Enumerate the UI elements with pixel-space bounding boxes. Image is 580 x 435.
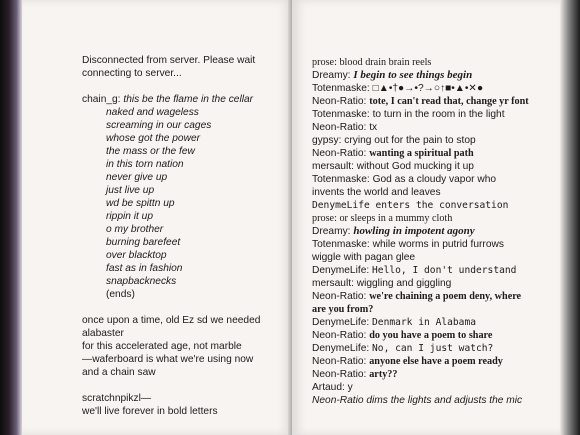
chat-line: DenymeLife: No, can I just watch? bbox=[312, 343, 494, 354]
chat-line: Neon-Ratio: tote, I can't read that, change yr font bbox=[312, 96, 529, 107]
chat-line: Neon-Ratio: tx bbox=[312, 122, 378, 133]
chain-line: fast as in fashion bbox=[106, 263, 183, 274]
chat-line: Totenmaske: □▲•†●→•?→○↑■•▲•✕● bbox=[312, 83, 484, 94]
chain-line: wd be spittn up bbox=[106, 198, 175, 209]
chain-line: snapbacknecks bbox=[106, 276, 177, 287]
chat-line: Neon-Ratio: anyone else have a poem ready bbox=[312, 356, 503, 367]
chain-line: o my brother bbox=[106, 224, 164, 235]
chat-line: DenymeLife: Denmark in Alabama bbox=[312, 317, 476, 328]
chat-line: Neon-Ratio: wanting a spiritual path bbox=[312, 148, 474, 159]
chat-line: Dreamy: howling in impotent agony bbox=[312, 225, 475, 237]
chain-head: chain_g: this be the flame in the cellar bbox=[82, 94, 254, 105]
scratch-line: we'll live forever in bold letters bbox=[82, 406, 218, 417]
chat-line: Artaud: y bbox=[312, 382, 353, 393]
chain-line: never give up bbox=[106, 172, 168, 183]
once-line: —waferboard is what we're using now bbox=[82, 354, 254, 365]
once-line: alabaster bbox=[82, 328, 124, 339]
chain-line: screaming in our cages bbox=[106, 120, 212, 131]
chat-line: are you from? bbox=[312, 304, 374, 315]
chain-line: in this torn nation bbox=[106, 159, 184, 170]
right-page-text bbox=[312, 56, 552, 407]
chat-line: mersault: without God mucking it up bbox=[312, 161, 474, 172]
chat-line: Totenmaske: God as a cloudy vapor who bbox=[312, 174, 497, 185]
chain-line: rippin it up bbox=[106, 211, 154, 222]
chain-line: the mass or the few bbox=[106, 146, 195, 157]
intro-line-2: connecting to server... bbox=[82, 68, 182, 79]
right-page bbox=[292, 0, 560, 435]
chain-line: just live up bbox=[106, 185, 155, 196]
book-edge-left bbox=[0, 0, 22, 435]
chat-line: Neon-Ratio: we're chaining a poem deny, where bbox=[312, 291, 522, 302]
chat-line: gypsy: crying out for the pain to stop bbox=[312, 135, 476, 146]
chat-line: Neon-Ratio: do you have a poem to share bbox=[312, 330, 493, 341]
chat-line: DenymeLife: Hello, I don't understand bbox=[312, 265, 517, 276]
book-edge-right bbox=[560, 0, 580, 435]
chat-line: mersault: wiggling and giggling bbox=[312, 278, 452, 289]
chain-end: (ends) bbox=[106, 289, 135, 300]
once-line: once upon a time, old Ez sd we needed bbox=[82, 315, 261, 326]
chat-line: Neon-Ratio: arty?? bbox=[312, 369, 398, 380]
chat-line: Totenmaske: to turn in the room in the light bbox=[312, 109, 505, 120]
chat-line: DenymeLife enters the conversation bbox=[312, 200, 509, 211]
chat-line: prose: or sleeps in a mummy cloth bbox=[312, 213, 453, 224]
chain-line: burning barefeet bbox=[106, 237, 181, 248]
chat-line: Totenmaske: while worms in putrid furrows bbox=[312, 239, 504, 250]
chat-line: prose: blood drain brain reels bbox=[312, 57, 432, 68]
chain-line: whose got the power bbox=[106, 133, 201, 144]
chain-line: naked and wageless bbox=[106, 107, 199, 118]
chat-line: wiggle with pagan glee bbox=[312, 252, 416, 263]
intro-line-1: Disconnected from server. Please wait bbox=[82, 55, 256, 66]
chat-line: Dreamy: I begin to see things begin bbox=[312, 69, 473, 81]
left-page-text bbox=[82, 54, 287, 418]
once-line: for this accelerated age, not marble bbox=[82, 341, 242, 352]
once-line: and a chain saw bbox=[82, 367, 156, 378]
chat-line: Neon-Ratio dims the lights and adjusts the mic bbox=[312, 395, 523, 406]
chat-line: invents the world and leaves bbox=[312, 187, 441, 198]
chain-line: over blacktop bbox=[106, 250, 167, 261]
left-page bbox=[22, 0, 292, 435]
scratch-line: scratchnpikzl— bbox=[82, 393, 152, 404]
